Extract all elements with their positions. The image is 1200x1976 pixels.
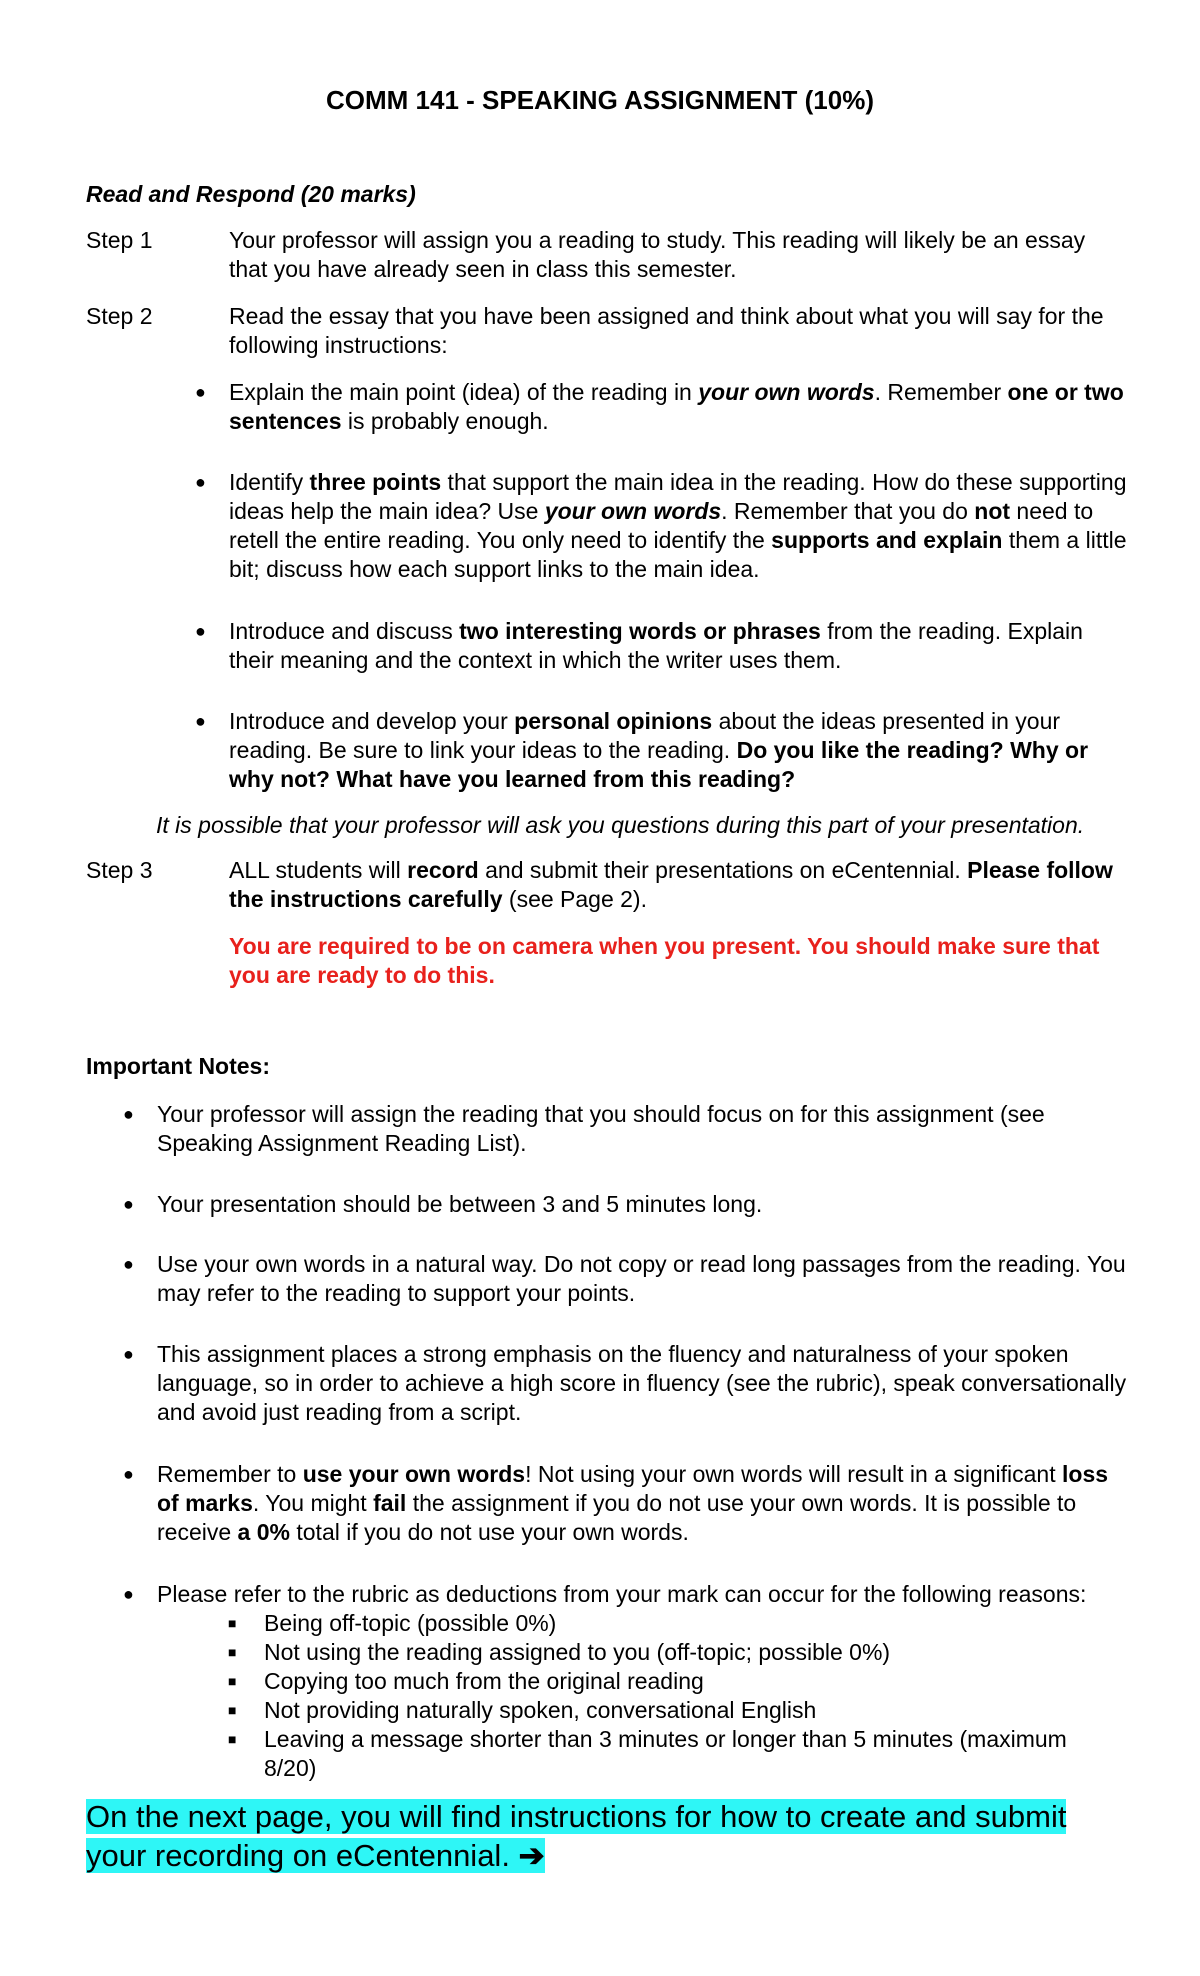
- instruction-three-points: Identify three points that support the main idea in the reading. How do these supporting ideas help the main idea? Use your own words. Remember that you do not need to retell the entire reading. You only need to identify the supports and explain them a little bit; discuss how each support links to the main idea.: [229, 469, 1127, 582]
- section-heading: Read and Respond (20 marks): [86, 181, 416, 207]
- bullet-icon: ●: [123, 1104, 134, 1124]
- instruction-main-point: Explain the main point (idea) of the reading in your own words. Remember one or two sentences is probably enough.: [229, 379, 1124, 434]
- square-bullet-icon: ■: [228, 1615, 237, 1631]
- bullet-icon: ●: [123, 1584, 134, 1604]
- note-fluency: This assignment places a strong emphasis on the fluency and naturalness of your spoken language, so in order to achieve a high score in fluency (see the rubric), speak conversationally and avoid just reading from a script.: [157, 1341, 1127, 1425]
- note-reading-list: Your professor will assign the reading that you should focus on for this assignment (see Speaking Assignment Reading List).: [157, 1101, 1045, 1156]
- camera-warning: You are required to be on camera when you present. You should make sure that you are ready to do this.: [229, 933, 1100, 988]
- bullet-icon: ●: [195, 711, 206, 731]
- square-bullet-icon: ■: [228, 1731, 237, 1747]
- deduction-item: Not using the reading assigned to you (off-topic; possible 0%): [264, 1639, 891, 1665]
- note-duration: Your presentation should be between 3 and 5 minutes long.: [157, 1191, 763, 1217]
- bullet-icon: ●: [195, 472, 206, 492]
- step-1-label: Step 1: [86, 227, 153, 253]
- square-bullet-icon: ■: [228, 1673, 237, 1689]
- step-1-text: Your professor will assign you a reading to study. This reading will likely be an essay that you have already seen in class this semester.: [229, 227, 1086, 282]
- deduction-item: Leaving a message shorter than 3 minutes or longer than 5 minutes (maximum 8/20): [264, 1726, 1067, 1781]
- notes-heading: Important Notes:: [86, 1053, 270, 1079]
- bullet-icon: ●: [123, 1464, 134, 1484]
- next-page-note: On the next page, you will find instructions for how to create and submit your recording on eCentennial. ➔: [86, 1799, 1067, 1873]
- bullet-icon: ●: [195, 382, 206, 402]
- bullet-icon: ●: [195, 621, 206, 641]
- arrow-right-icon: ➔: [518, 1838, 545, 1873]
- deduction-item: Not providing naturally spoken, conversational English: [264, 1697, 817, 1723]
- document-title: COMM 141 - SPEAKING ASSIGNMENT (10%): [325, 85, 874, 115]
- note-rubric-deductions: Please refer to the rubric as deductions from your mark can occur for the following reasons:: [157, 1581, 1087, 1607]
- note-use-own-words: Remember to use your own words! Not using your own words will result in a significant loss of marks. You might fail the assignment if you do not use your own words. It is possible to receive a 0% total if you do not use your own words.: [157, 1461, 1109, 1545]
- step-3-text: ALL students will record and submit their presentations on eCentennial. Please follow the instructions carefully (see Page 2).: [229, 857, 1113, 912]
- note-own-words-natural: Use your own words in a natural way. Do not copy or read long passages from the reading. You may refer to the reading to support your points.: [157, 1251, 1126, 1306]
- deduction-item: Being off-topic (possible 0%): [264, 1610, 557, 1636]
- bullet-icon: ●: [123, 1344, 134, 1364]
- professor-questions-note: It is possible that your professor will ask you questions during this part of your presentation.: [156, 812, 1085, 838]
- step-3-label: Step 3: [86, 857, 153, 883]
- step-2-text: Read the essay that you have been assigned and think about what you will say for the following instructions:: [229, 303, 1104, 358]
- square-bullet-icon: ■: [228, 1702, 237, 1718]
- deduction-item: Copying too much from the original reading: [264, 1668, 704, 1694]
- bullet-icon: ●: [123, 1254, 134, 1274]
- bullet-icon: ●: [123, 1194, 134, 1214]
- instruction-personal-opinions: Introduce and develop your personal opinions about the ideas presented in your reading. Be sure to link your ideas to the reading. Do you like the reading? Why or why not? What have you learned from this reading?: [229, 708, 1089, 792]
- instruction-interesting-words: Introduce and discuss two interesting words or phrases from the reading. Explain their meaning and the context in which the writer uses them.: [229, 618, 1083, 673]
- step-2-label: Step 2: [86, 303, 153, 329]
- square-bullet-icon: ■: [228, 1644, 237, 1660]
